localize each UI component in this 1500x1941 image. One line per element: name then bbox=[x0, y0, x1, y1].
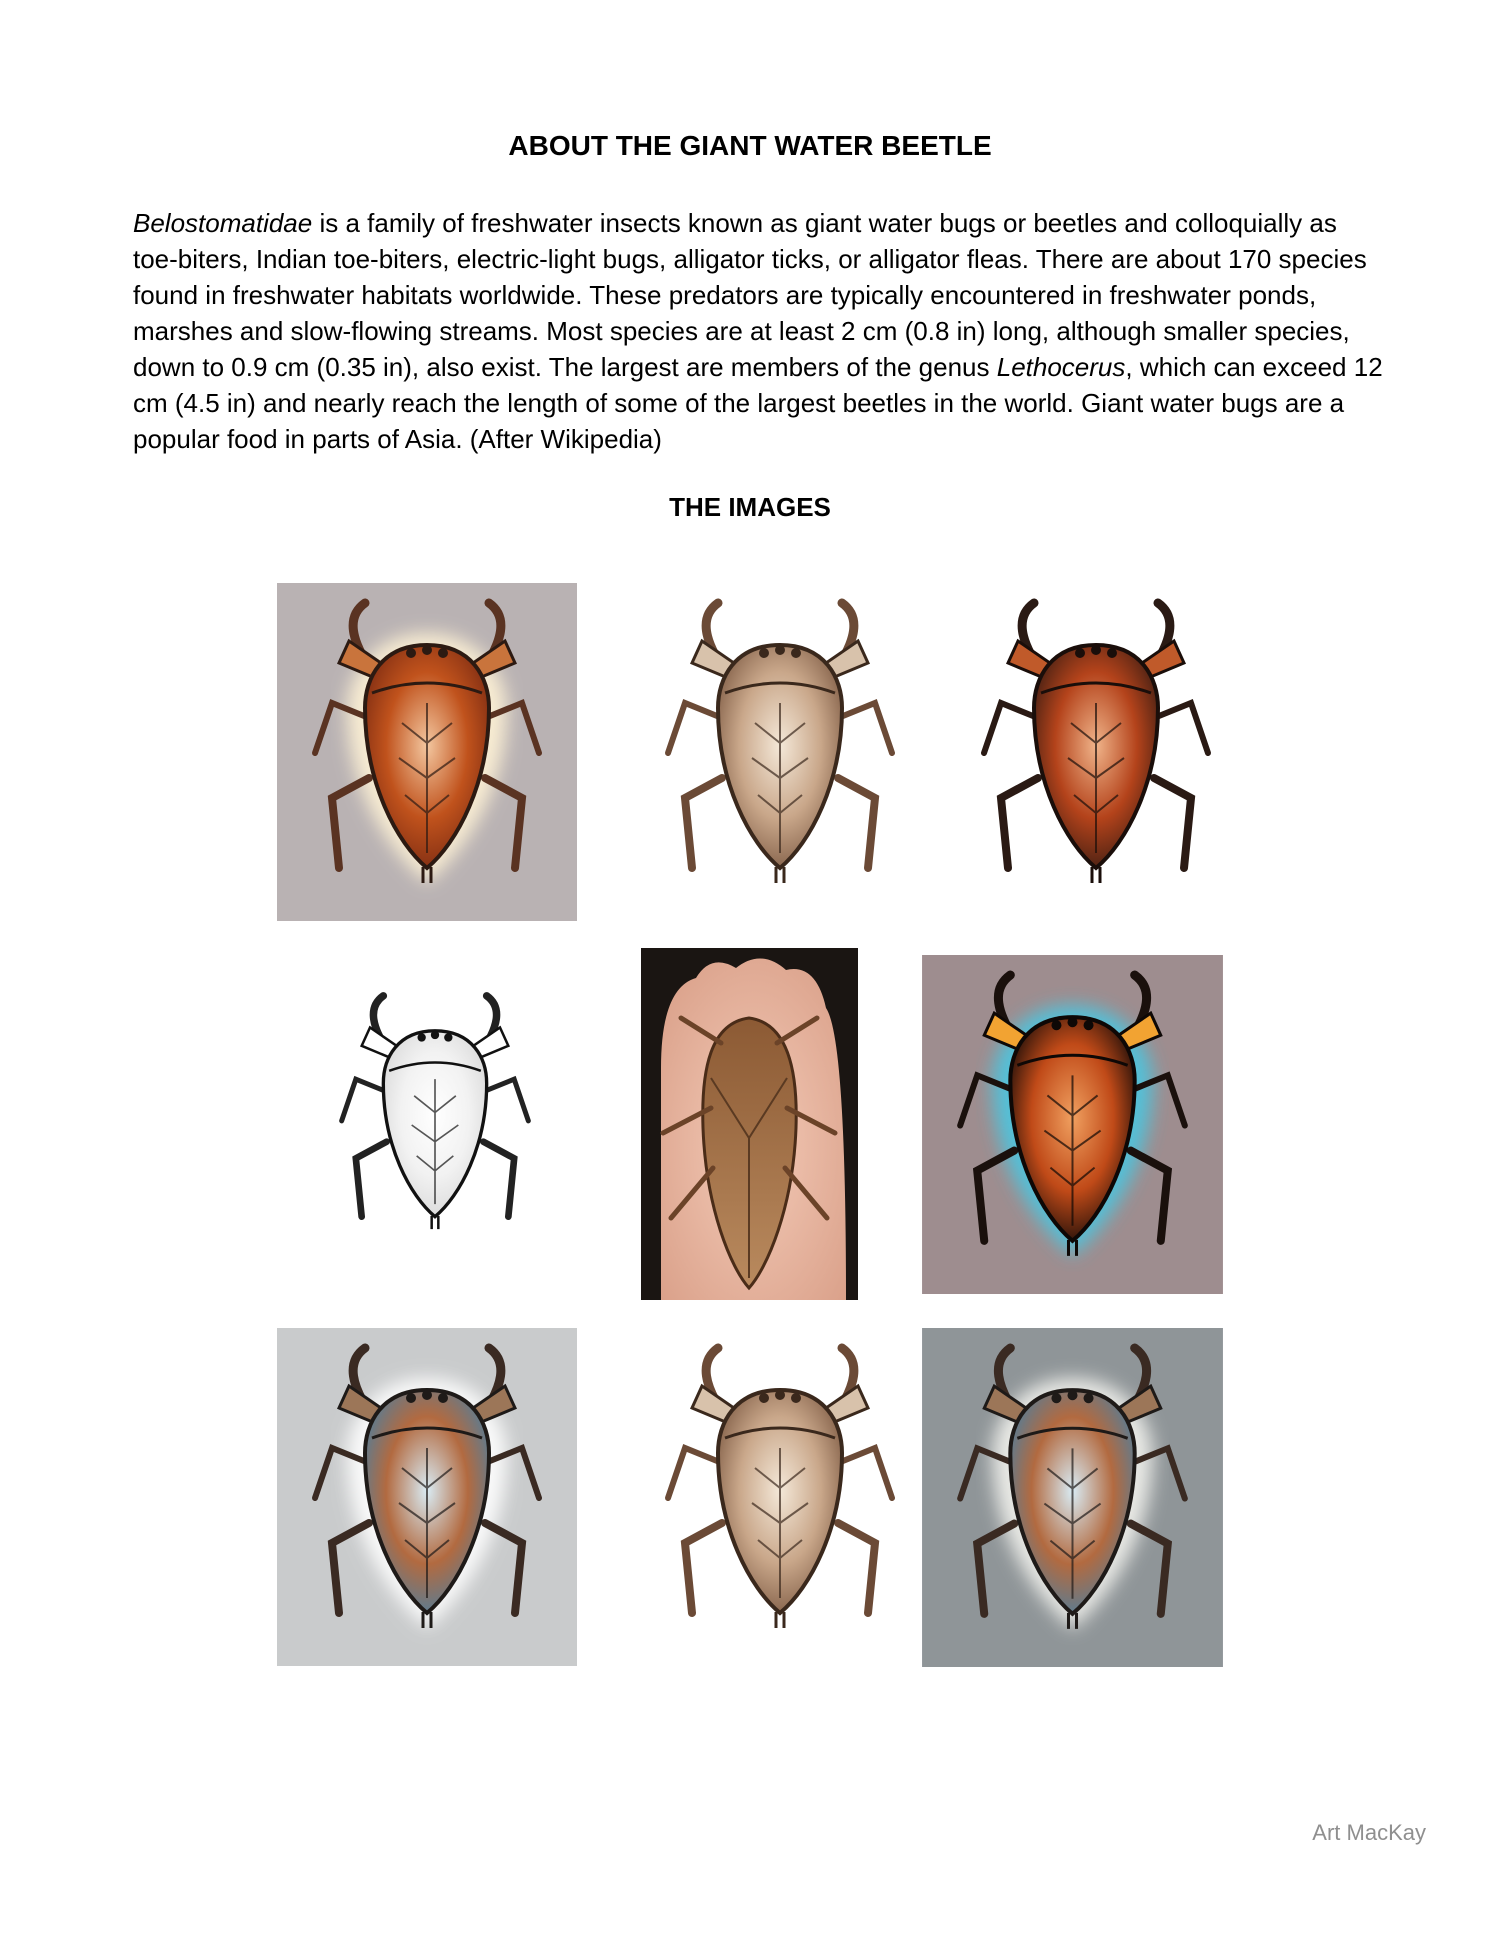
beetle-image-1 bbox=[277, 583, 577, 921]
intro-text-part1: is a family of freshwater insects known as giant water bugs or beetles and colloquially as toe-biters, Indian toe-biters, electric-light bugs, alligator ticks, or alligator fleas. There are about 170 species found in freshwater habitats worldwide. These predators are typically encountered in freshwater ponds, marshes and slow-flowing streams. Most species are at least 2 cm (0.8 in) long, although smaller species, down to 0.9 cm (0.35 in), also exist. The largest are members of the genus bbox=[133, 208, 1367, 382]
beetle-photo bbox=[641, 948, 858, 1300]
author-credit: Art MacKay bbox=[1312, 1820, 1426, 1845]
intro-paragraph bbox=[133, 205, 1383, 457]
beetle-image-8 bbox=[630, 1328, 930, 1666]
beetle-image-7 bbox=[277, 1328, 577, 1666]
page-title: ABOUT THE GIANT WATER BEETLE bbox=[508, 130, 992, 161]
beetle-image-6 bbox=[922, 955, 1223, 1294]
beetle-image-9 bbox=[922, 1328, 1223, 1667]
term-lethocerus: Lethocerus bbox=[996, 352, 1126, 382]
beetle-image-4 bbox=[310, 970, 560, 1270]
beetle-image-3 bbox=[946, 583, 1246, 921]
beetle-image-2 bbox=[630, 583, 930, 921]
images-heading: THE IMAGES bbox=[669, 492, 831, 522]
intro-text-part2: , which can exceed 12 cm (4.5 in) and nearly reach the length of some of the largest beetles in the world. Giant water bugs are a popular food in parts of Asia. (After Wikipedia) bbox=[133, 352, 1383, 454]
term-belostomatidae: Belostomatidae bbox=[133, 208, 313, 238]
